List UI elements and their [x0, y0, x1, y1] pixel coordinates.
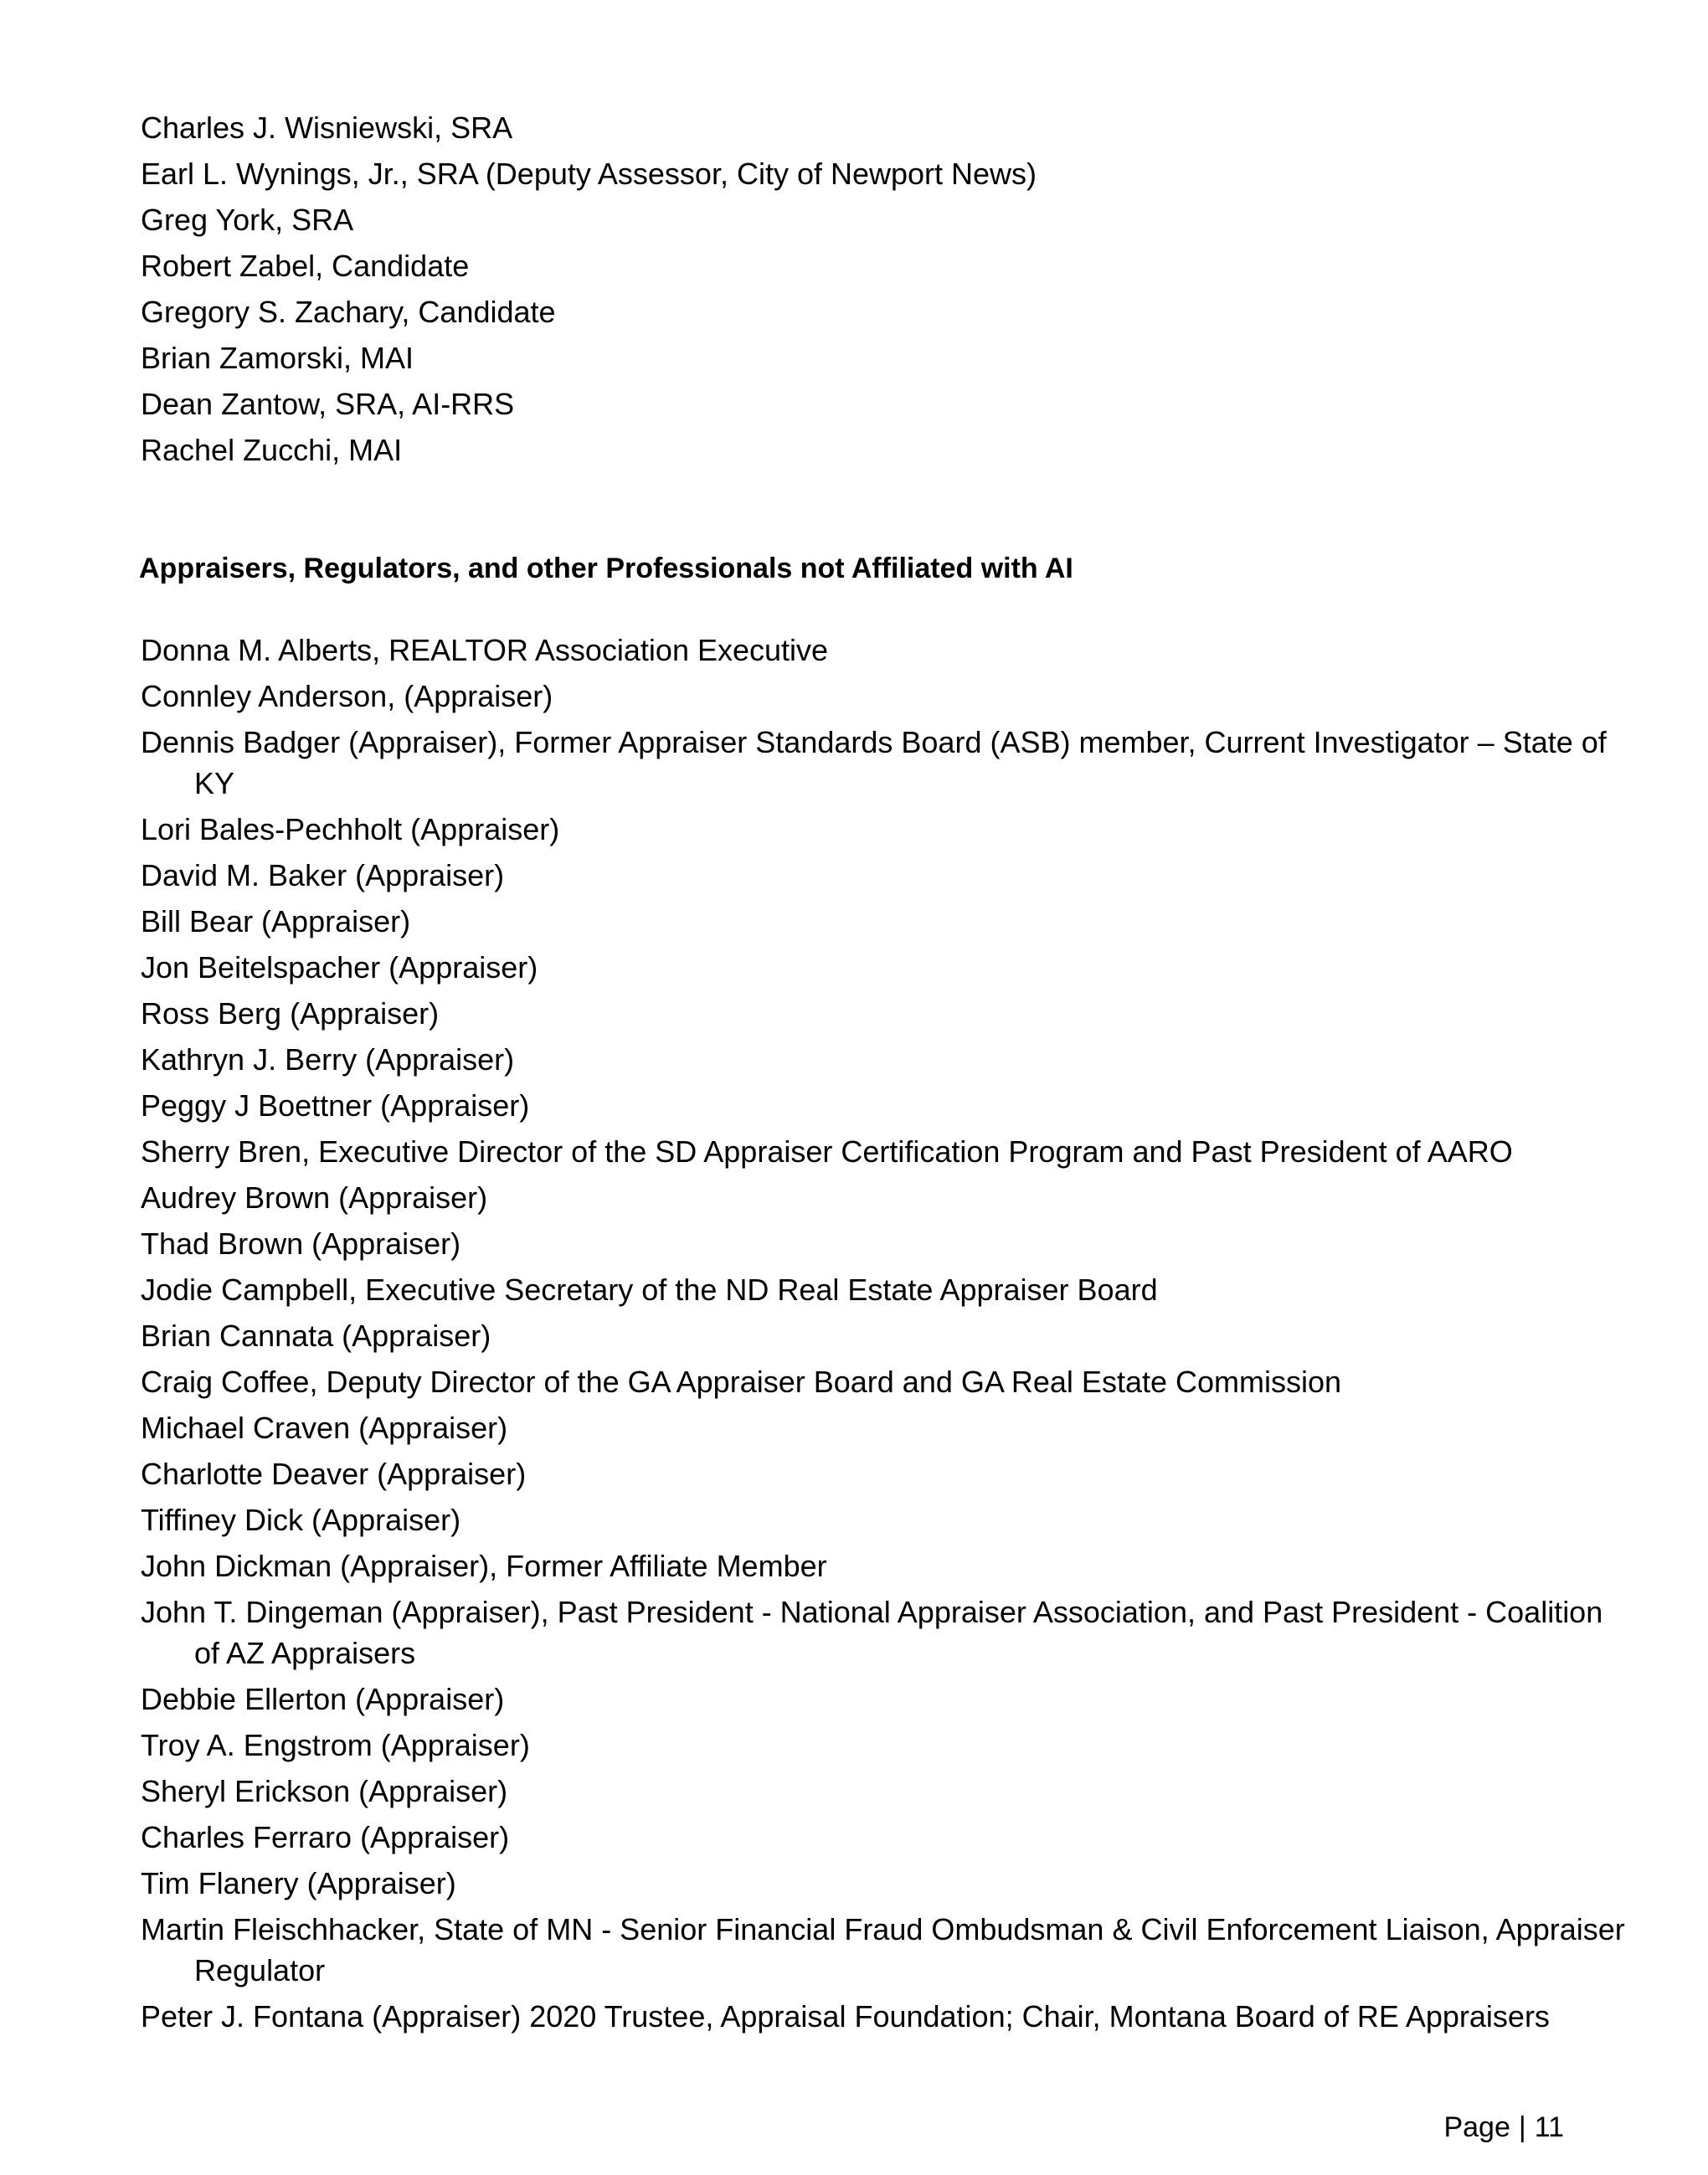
- list-item: Connley Anderson, (Appraiser): [141, 679, 553, 713]
- list-item: Peter J. Fontana (Appraiser) 2020 Trustee, Appraisal Foundation; Chair, Montana Board of RE Appraisers: [141, 1999, 1550, 2034]
- list-item: Jodie Campbell, Executive Secretary of the ND Real Estate Appraiser Board: [141, 1273, 1158, 1307]
- non-affiliated-list: [141, 630, 1631, 2042]
- list-item: Kathryn J. Berry (Appraiser): [141, 1042, 515, 1077]
- list-item: Tim Flanery (Appraiser): [141, 1866, 456, 1900]
- list-item: Debbie Ellerton (Appraiser): [141, 1682, 505, 1716]
- list-item: Sherry Bren, Executive Director of the SD Appraiser Certification Program and Past President of AARO: [141, 1134, 1513, 1169]
- page-label: Page: [1443, 2111, 1510, 2143]
- list-item: John Dickman (Appraiser), Former Affiliate Member: [141, 1549, 827, 1583]
- page-number: 11: [1534, 2111, 1564, 2143]
- page-separator: |: [1518, 2111, 1526, 2143]
- list-item: Earl L. Wynings, Jr., SRA (Deputy Assessor, City of Newport News): [141, 157, 1037, 191]
- list-item: Gregory S. Zachary, Candidate: [141, 295, 556, 329]
- list-item: Rachel Zucchi, MAI: [141, 433, 403, 467]
- list-item: Robert Zabel, Candidate: [141, 249, 470, 283]
- list-item: Donna M. Alberts, REALTOR Association Executive: [141, 633, 829, 667]
- page-footer: [1443, 2108, 1564, 2147]
- list-item: Ross Berg (Appraiser): [141, 996, 440, 1031]
- list-item: Lori Bales-Pechholt (Appraiser): [141, 812, 560, 846]
- list-item: Charles J. Wisniewski, SRA: [141, 111, 513, 145]
- list-item: Brian Cannata (Appraiser): [141, 1319, 491, 1353]
- list-item: Charlotte Deaver (Appraiser): [141, 1457, 527, 1491]
- list-item: Craig Coffee, Deputy Director of the GA Appraiser Board and GA Real Estate Commission: [141, 1365, 1342, 1399]
- list-item: Bill Bear (Appraiser): [141, 904, 411, 938]
- list-item: Greg York, SRA: [141, 203, 354, 237]
- members-list-continued: [141, 107, 1631, 476]
- list-item: David M. Baker (Appraiser): [141, 858, 505, 892]
- list-item: Thad Brown (Appraiser): [141, 1226, 461, 1261]
- list-item: Dean Zantow, SRA, AI-RRS: [141, 387, 515, 421]
- list-item: Jon Beitelspacher (Appraiser): [141, 950, 538, 985]
- list-item: Charles Ferraro (Appraiser): [141, 1820, 510, 1854]
- list-item: Sheryl Erickson (Appraiser): [141, 1774, 508, 1808]
- list-item: Tiffiney Dick (Appraiser): [141, 1503, 461, 1537]
- list-item: Martin Fleischhacker, State of MN - Senior Financial Fraud Ombudsman & Civil Enforcement Liaison, Appraiser Regulator: [141, 1912, 1625, 1987]
- list-item: Peggy J Boettner (Appraiser): [141, 1088, 530, 1123]
- list-item: Brian Zamorski, MAI: [141, 341, 414, 375]
- list-item: Troy A. Engstrom (Appraiser): [141, 1728, 530, 1762]
- section-heading: Appraisers, Regulators, and other Professionals not Affiliated with AI: [139, 553, 1073, 584]
- list-item: John T. Dingeman (Appraiser), Past President - National Appraiser Association, and Past President - Coalition of AZ Appraisers: [141, 1595, 1603, 1670]
- list-item: Audrey Brown (Appraiser): [141, 1180, 488, 1215]
- list-item: Dennis Badger (Appraiser), Former Appraiser Standards Board (ASB) member, Current Investigator – State of KY: [141, 725, 1607, 800]
- list-item: Michael Craven (Appraiser): [141, 1411, 508, 1445]
